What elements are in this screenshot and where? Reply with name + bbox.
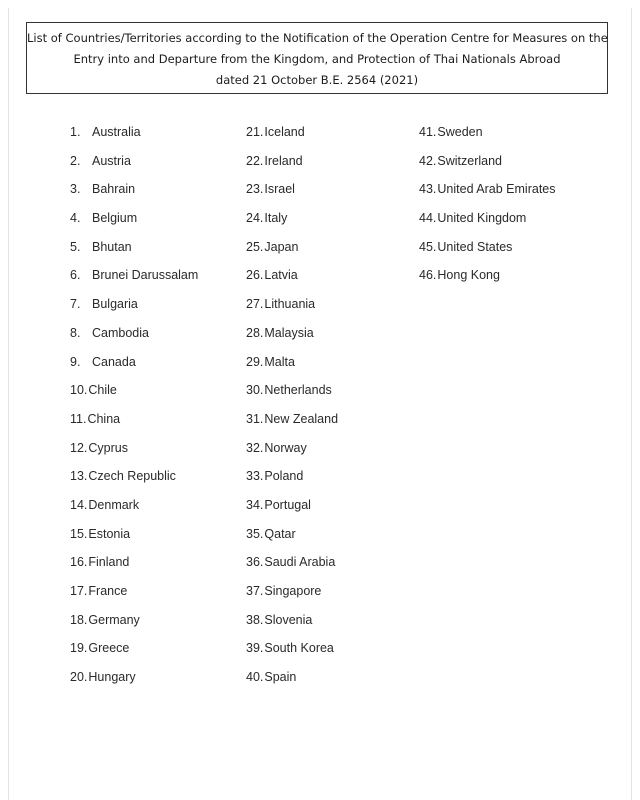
item-number: 26.	[246, 268, 264, 283]
country-list-item	[70, 151, 198, 180]
country-name: Netherlands	[264, 383, 332, 398]
item-number: 46.	[419, 268, 437, 283]
country-name: Norway	[264, 440, 307, 455]
item-number: 38.	[246, 612, 264, 627]
item-number: 35.	[246, 526, 264, 541]
item-number: 45.	[419, 239, 437, 254]
item-number: 4.	[70, 211, 81, 226]
country-list-item	[70, 294, 198, 323]
country-list-item	[246, 352, 338, 381]
country-name: China	[87, 411, 121, 426]
country-list-item	[246, 409, 338, 438]
item-number: 18.	[70, 612, 88, 627]
country-list-item	[70, 524, 198, 553]
country-name: Germany	[88, 612, 140, 627]
country-list-item	[246, 122, 338, 151]
item-number: 11.	[70, 411, 87, 426]
item-number: 37.	[246, 584, 264, 598]
country-list-item	[246, 552, 338, 581]
item-number: 19.	[70, 641, 88, 656]
item-number: 6.	[70, 268, 81, 283]
item-number: 12.	[70, 440, 88, 455]
country-column-1	[70, 122, 198, 696]
country-name: South Korea	[264, 641, 334, 656]
country-name: Slovenia	[264, 612, 313, 627]
country-list-item	[70, 495, 198, 524]
country-name: Denmark	[88, 497, 140, 512]
item-number: 29.	[246, 354, 264, 369]
title-line-1: List of Countries/Territories according to the Notification of the Operation Centre for Measures on the	[27, 31, 608, 45]
country-list-item	[246, 581, 338, 610]
item-number: 33.	[246, 469, 264, 484]
country-list-item	[70, 323, 198, 352]
country-list-item	[246, 179, 338, 208]
item-number: 27.	[246, 297, 264, 312]
country-list-item	[70, 667, 198, 696]
country-list-item	[70, 552, 198, 581]
country-list-item	[419, 237, 556, 266]
country-list-item	[70, 208, 198, 237]
item-number: 34.	[246, 497, 264, 512]
country-name: Japan	[264, 239, 299, 254]
item-number: 23.	[246, 182, 264, 197]
item-number: 36.	[246, 555, 264, 570]
country-list-item	[246, 610, 338, 639]
country-list-item	[246, 638, 338, 667]
country-list-item	[70, 352, 198, 381]
item-number: 22.	[246, 153, 264, 168]
country-name: Belgium	[92, 211, 138, 226]
item-number: 30.	[246, 383, 264, 398]
country-list-item	[246, 495, 338, 524]
item-number: 32.	[246, 440, 264, 455]
country-name: Lithuania	[264, 297, 316, 312]
country-list-item	[246, 237, 338, 266]
country-name: Bhutan	[92, 239, 132, 254]
country-name: Chile	[88, 383, 117, 398]
country-column-2	[246, 122, 338, 696]
item-number: 14.	[70, 497, 88, 512]
country-name: Hungary	[88, 670, 136, 685]
item-number: 24.	[246, 211, 264, 226]
country-list-item	[419, 265, 556, 294]
item-number: 17.	[70, 584, 88, 598]
country-list-item	[419, 179, 556, 208]
country-name: United Kingdom	[437, 211, 527, 226]
item-number: 5.	[70, 239, 81, 254]
country-name: Brunei Darussalam	[92, 268, 199, 283]
item-number: 2.	[70, 153, 81, 168]
country-list-item	[70, 380, 198, 409]
item-number: 20.	[70, 670, 88, 685]
country-name: Bahrain	[92, 182, 136, 197]
item-number: 3.	[70, 182, 81, 197]
item-number: 44.	[419, 211, 437, 226]
item-number: 43.	[419, 182, 437, 197]
item-number: 25.	[246, 239, 264, 254]
country-name: Ireland	[264, 153, 303, 168]
country-name: Qatar	[264, 526, 296, 541]
country-name: Italy	[264, 211, 288, 226]
country-name: Singapore	[264, 584, 322, 598]
country-list-item	[246, 466, 338, 495]
item-number: 41.	[419, 125, 437, 139]
country-list-item	[246, 208, 338, 237]
item-number: 39.	[246, 641, 264, 656]
country-column-3	[419, 122, 556, 294]
country-name: Sweden	[437, 125, 483, 139]
country-name: Portugal	[264, 497, 311, 512]
item-number: 16.	[70, 555, 88, 570]
country-name: Finland	[88, 555, 130, 570]
country-name: Czech Republic	[88, 469, 176, 484]
country-list-item	[70, 466, 198, 495]
country-name: Austria	[92, 153, 131, 168]
country-list-item	[70, 610, 198, 639]
item-number: 31.	[246, 411, 264, 426]
country-name: Bulgaria	[92, 297, 138, 312]
country-name: Greece	[88, 641, 130, 656]
item-number: 40.	[246, 670, 264, 685]
item-number: 1.	[70, 125, 81, 139]
country-list-item	[70, 179, 198, 208]
country-name: United States	[437, 239, 513, 254]
title-line-2: Entry into and Departure from the Kingdom, and Protection of Thai Nationals Abroad	[73, 52, 561, 66]
country-list-item	[246, 438, 338, 467]
item-number: 13.	[70, 469, 88, 484]
country-list-item	[70, 122, 198, 151]
country-name: Cambodia	[92, 325, 149, 340]
country-list-item	[70, 265, 198, 294]
country-name: Australia	[92, 125, 141, 139]
country-name: Canada	[92, 354, 136, 369]
country-list-item	[419, 208, 556, 237]
country-name: Cyprus	[88, 440, 128, 455]
country-name: Malta	[264, 354, 295, 369]
country-list-item	[246, 323, 338, 352]
country-list-item	[246, 667, 338, 696]
item-number: 7.	[70, 297, 81, 312]
country-name: Latvia	[264, 268, 298, 283]
item-number: 15.	[70, 526, 88, 541]
country-name: Switzerland	[437, 153, 503, 168]
country-list-item	[70, 237, 198, 266]
country-list-item	[246, 294, 338, 323]
country-name: Israel	[264, 182, 295, 197]
country-list-item	[246, 265, 338, 294]
country-list-item	[70, 638, 198, 667]
country-name: United Arab Emirates	[437, 182, 556, 197]
country-list-item	[246, 524, 338, 553]
country-list-item	[419, 122, 556, 151]
country-list-item	[70, 409, 198, 438]
item-number: 28.	[246, 325, 264, 340]
country-name: Malaysia	[264, 325, 314, 340]
country-name: New Zealand	[264, 411, 339, 426]
country-name: Iceland	[264, 125, 305, 139]
country-list-item	[246, 151, 338, 180]
country-name: Saudi Arabia	[264, 555, 336, 570]
country-name: France	[88, 584, 128, 598]
item-number: 42.	[419, 153, 437, 168]
country-list-item	[70, 438, 198, 467]
item-number: 9.	[70, 354, 81, 369]
country-name: Poland	[264, 469, 304, 484]
country-list-item	[246, 380, 338, 409]
item-number: 10.	[70, 383, 88, 398]
country-list-item	[419, 151, 556, 180]
item-number: 8.	[70, 325, 81, 340]
country-name: Hong Kong	[437, 268, 500, 283]
title-line-3: dated 21 October B.E. 2564 (2021)	[215, 73, 419, 87]
country-name: Estonia	[88, 526, 131, 541]
country-name: Spain	[264, 670, 297, 685]
country-list-item	[70, 581, 198, 610]
item-number: 21.	[246, 125, 264, 139]
